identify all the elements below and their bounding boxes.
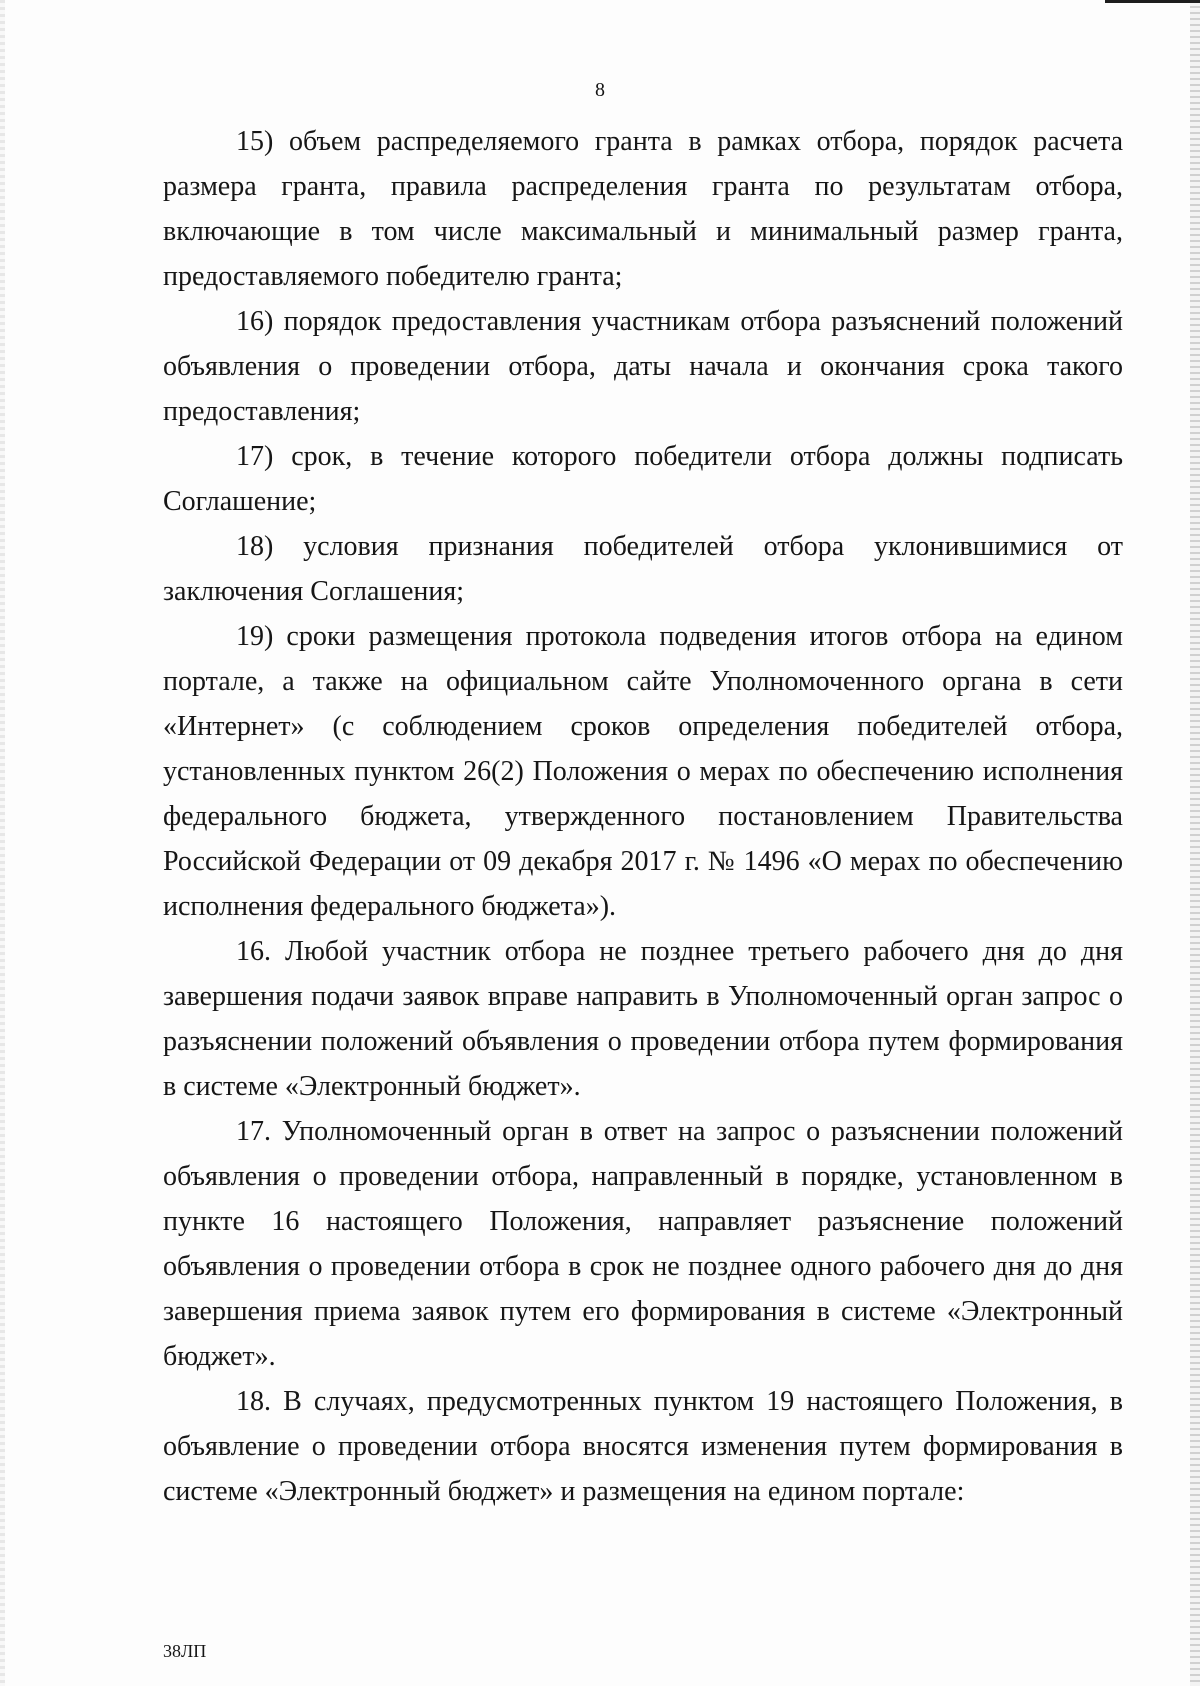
paragraph-clause-18: 18. В случаях, предусмотренных пунктом 19 настоящего Положения, в объявление о проведении отбора вносятся изменения путем формирования в системе «Электронный бюджет» и размещения на едином портале:: [163, 1386, 1123, 1507]
paragraph-item-18: 18) условия признания победителей отбора уклонившимися от заключения Соглашения;: [163, 531, 1123, 607]
page-number: 8: [595, 79, 605, 101]
paragraph-item-17: 17) срок, в течение которого победители отбора должны подписать Соглашение;: [163, 441, 1123, 517]
paragraph-clause-17: 17. Уполномоченный орган в ответ на запрос о разъяснении положений объявления о проведении отбора, направленный в порядке, установленном в пункте 16 настоящего Положения, направляет разъяснение положений объявления о проведении отбора в срок не позднее одного рабочего дня до дня завершения приема заявок путем его формирования в системе «Электронный бюджет».: [163, 1116, 1123, 1372]
footer-document-code: 38ЛП: [163, 1641, 207, 1661]
document-body: [163, 119, 1123, 1514]
scan-top-line: [1105, 0, 1200, 3]
scan-edge-left: [0, 0, 5, 1686]
scan-edge-right: [1190, 0, 1200, 1686]
paragraph-item-16: 16) порядок предоставления участникам отбора разъяснений положений объявления о проведении отбора, даты начала и окончания срока такого предоставления;: [163, 306, 1123, 427]
paragraph-item-15: 15) объем распределяемого гранта в рамках отбора, порядок расчета размера гранта, правила распределения гранта по результатам отбора, включающие в том числе максимальный и минимальный размер гранта, предоставляемого победителю гранта;: [163, 126, 1123, 292]
paragraph-item-19: 19) сроки размещения протокола подведения итогов отбора на едином портале, а также на официальном сайте Уполномоченного органа в сети «Интернет» (с соблюдением сроков определения победителей отбора, установленных пунктом 26(2) Положения о мерах по обеспечению исполнения федерального бюджета, утвержденного постановлением Правительства Российской Федерации от 09 декабря 2017 г. № 1496 «О мерах по обеспечению исполнения федерального бюджета»).: [163, 621, 1123, 922]
paragraph-clause-16: 16. Любой участник отбора не позднее третьего рабочего дня до дня завершения подачи заявок вправе направить в Уполномоченный орган запрос о разъяснении положений объявления о проведении отбора путем формирования в системе «Электронный бюджет».: [163, 936, 1123, 1102]
